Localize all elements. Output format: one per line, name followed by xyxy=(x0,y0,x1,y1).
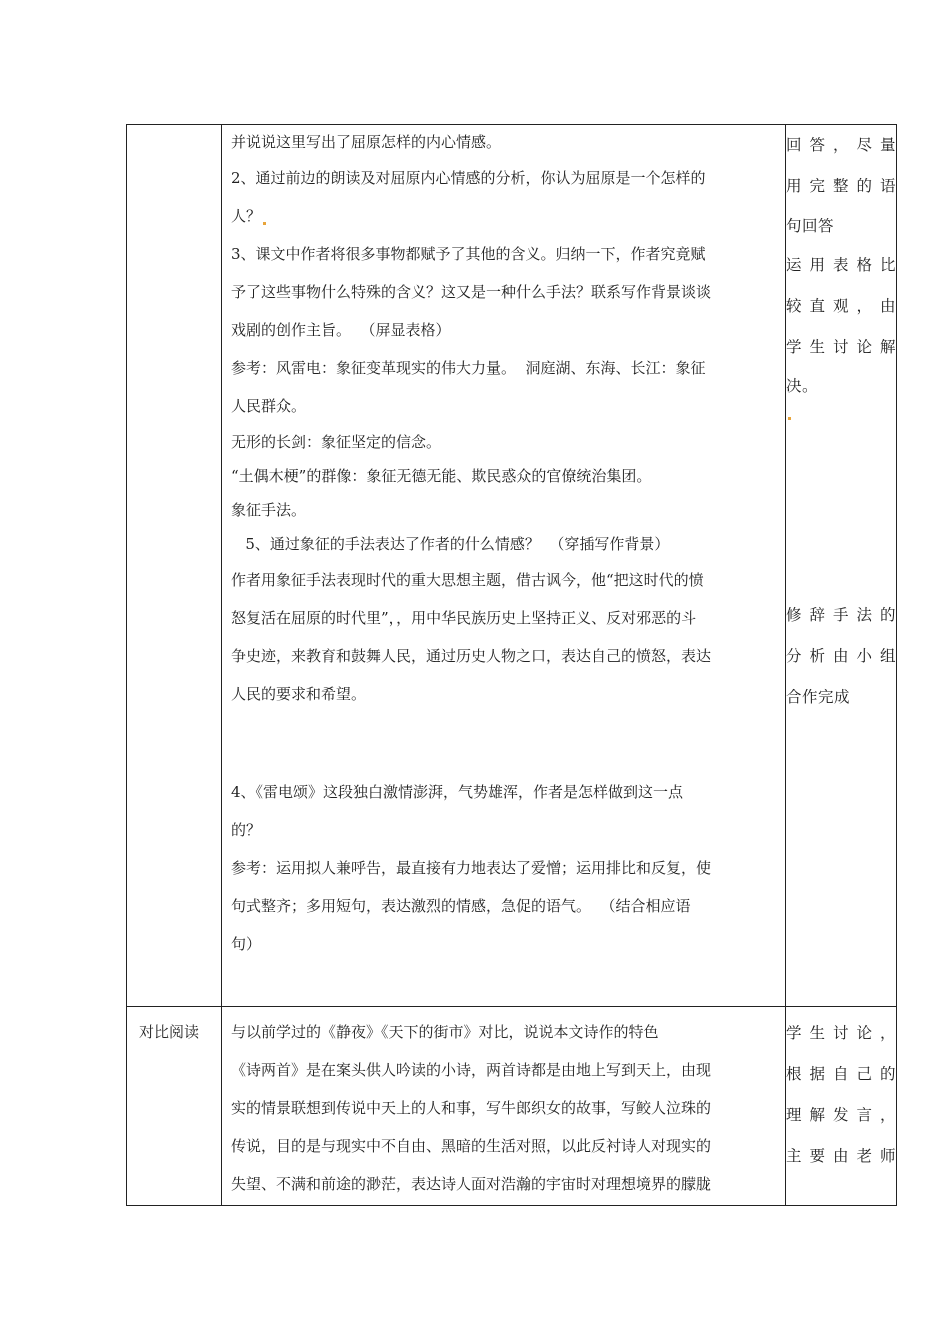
content-line: 传说，目的是与现实中不自由、黑暗的生活对照，以此反衬诗人对现实的 xyxy=(231,1137,712,1155)
blank-gap xyxy=(786,420,896,595)
content-line: 人民群众。 xyxy=(231,397,307,415)
blank-gap xyxy=(231,713,775,773)
note-line: 分析由小组 xyxy=(786,647,896,665)
content-line: 怒复活在屈原的时代里”，，用中华民族历史上坚持正义、反对邪恶的斗 xyxy=(231,609,697,627)
content-line: 争史迹，来教育和鼓舞人民，通过历史人物之口，表达自己的愤怒，表达 xyxy=(231,647,712,665)
content-line: 参考：风雷电：象征变革现实的伟大力量。 洞庭湖、东海、长江：象征 xyxy=(231,359,706,377)
note-line: 合作完成 xyxy=(786,688,851,706)
row2-label-cell xyxy=(127,1007,222,1206)
content-text: 人？ xyxy=(231,207,262,225)
content-line: 句式整齐；多用短句，表达激烈的情感，急促的语气。 （结合相应语 xyxy=(231,897,691,915)
note-line: 学生讨论解 xyxy=(786,338,896,356)
content-line: 《诗两首》是在案头供人吟读的小诗，两首诗都是由地上写到天上，由现 xyxy=(231,1061,712,1079)
content-line: 失望、不满和前途的渺茫，表达诗人面对浩瀚的宇宙时对理想境界的朦胧 xyxy=(231,1175,712,1193)
table-row-2 xyxy=(127,1007,897,1206)
content-line: 与以前学过的《静夜》《天下的街市》对比，说说本文诗作的特色 xyxy=(231,1023,659,1041)
content-line: “土偶木梗”的群像：象征无德无能、欺民惑众的官僚统治集团。 xyxy=(231,467,652,485)
row2-label: 对比阅读 xyxy=(139,1023,200,1041)
note-line: 句回答 xyxy=(786,217,835,235)
content-line: 予了这些事物什么特殊的含义？这又是一种什么手法？联系写作背景谈谈 xyxy=(231,283,712,301)
content-line: 参考：运用拟人兼呼告，最直接有力地表达了爱憎；运用排比和反复，使 xyxy=(231,859,712,877)
row1-content-cell xyxy=(222,125,786,1007)
note-line: 较直观，由 xyxy=(786,297,896,315)
table-row-1 xyxy=(127,125,897,1007)
note-line: 运用表格比 xyxy=(786,256,896,274)
content-line: 并说说这里写出了屈原怎样的内心情感。 xyxy=(231,133,502,151)
content-line: 句） xyxy=(231,935,262,953)
content-line: 3、课文中作者将很多事物都赋予了其他的含义。归纳一下，作者究竟赋 xyxy=(231,245,706,263)
content-line: 5、通过象征的手法表达了作者的什么情感？ （穿插写作背景） xyxy=(231,535,670,553)
content-line: 实的情景联想到传说中天上的人和事，写牛郎织女的故事，写鲛人泣珠的 xyxy=(231,1099,712,1117)
note-line: 用完整的语 xyxy=(786,177,896,195)
content-line: 象征手法。 xyxy=(231,501,307,519)
content-line: 2、通过前边的朗读及对屈原内心情感的分析，你认为屈原是一个怎样的 xyxy=(231,169,706,187)
note-line: 修辞手法的 xyxy=(786,606,896,624)
note-line xyxy=(786,368,896,404)
note-dot-line xyxy=(786,404,896,420)
content-line xyxy=(231,197,775,235)
lesson-plan-table xyxy=(126,124,897,1206)
note-line: 回答，尽量 xyxy=(786,136,896,154)
row1-label-cell xyxy=(127,125,222,1007)
row2-notes-cell xyxy=(786,1007,897,1206)
note-line: 理解发言， xyxy=(786,1106,896,1124)
note-line: 主要由老师 xyxy=(786,1147,896,1165)
note-text: 决。 xyxy=(786,377,819,395)
content-line: 4、《雷电颂》这段独白激情澎湃，气势雄浑，作者是怎样做到这一点 xyxy=(231,783,684,801)
content-line: 戏剧的创作主旨。 （屏显表格） xyxy=(231,321,451,339)
note-line: 学生讨论， xyxy=(786,1024,896,1042)
row2-content-cell xyxy=(222,1007,786,1206)
content-line: 无形的长剑：象征坚定的信念。 xyxy=(231,433,442,451)
mark-dot-icon xyxy=(263,222,266,225)
note-line: 根据自己的 xyxy=(786,1065,896,1083)
content-line: 作者用象征手法表现时代的重大思想主题，借古讽今，他“把这时代的愤 xyxy=(231,571,704,589)
content-line: 人民的要求和希望。 xyxy=(231,685,367,703)
mark-dot-icon xyxy=(788,417,791,420)
content-line: 的？ xyxy=(231,821,262,839)
row1-notes-cell xyxy=(786,125,897,1007)
